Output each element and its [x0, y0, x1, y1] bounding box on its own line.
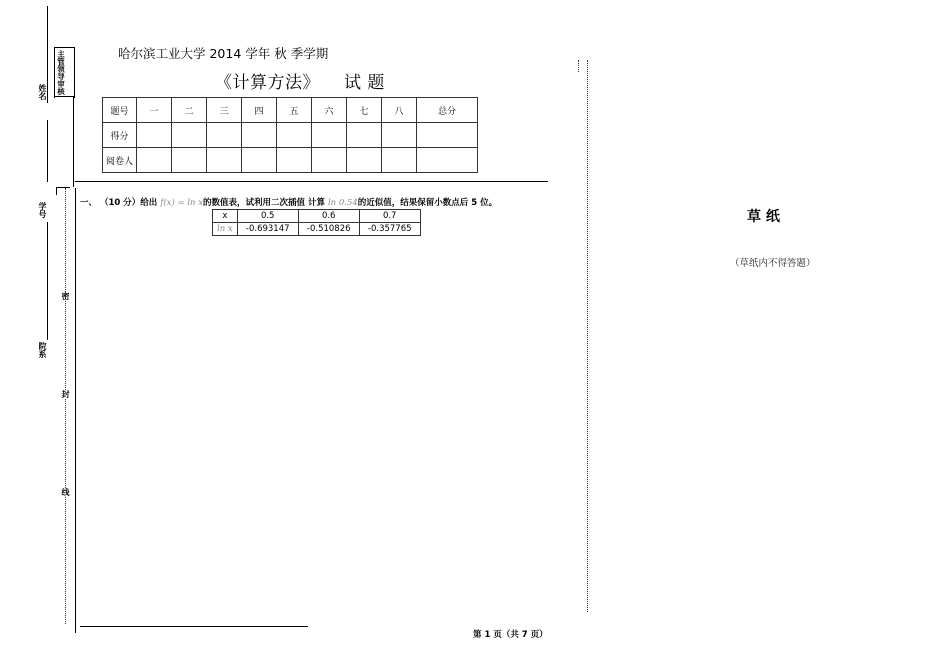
grader-cell	[417, 148, 478, 173]
f-value: -0.510826	[298, 223, 359, 236]
grader-cell	[347, 148, 382, 173]
x-value: 0.6	[298, 210, 359, 223]
seal-char-xian: 线	[61, 488, 70, 496]
seal-dotted-line	[65, 188, 66, 624]
score-cell	[417, 123, 478, 148]
column-header: 三	[207, 98, 242, 123]
row-label: 得分	[103, 123, 137, 148]
exam-title	[215, 68, 385, 93]
approver-label: 主管领导审核	[56, 50, 66, 95]
question-1-middle: 的数值表，试利用二次插值 计算	[203, 198, 325, 208]
draft-note: （草纸内不得答题）	[730, 258, 816, 269]
grader-cell	[312, 148, 347, 173]
header-divider	[75, 181, 548, 182]
table-row	[213, 210, 421, 223]
grader-cell	[172, 148, 207, 173]
score-table	[102, 97, 478, 173]
x-value: 0.5	[237, 210, 298, 223]
question-1-suffix: 的近似值，结果保留小数点后 5 位。	[357, 198, 498, 208]
grader-cell	[382, 148, 417, 173]
page-number: 第 1 页（共 7 页）	[473, 630, 548, 640]
name-label: 姓名	[38, 84, 47, 100]
column-header: 四	[242, 98, 277, 123]
score-cell	[382, 123, 417, 148]
table-row	[103, 148, 478, 173]
column-header-total: 总分	[417, 98, 478, 123]
exam-label: 试 题	[344, 73, 385, 93]
value-table	[212, 209, 421, 236]
question-1-target: ln 0.54	[327, 198, 358, 208]
score-cell	[137, 123, 172, 148]
course-title: 《计算方法》	[215, 73, 320, 93]
column-header: 一	[137, 98, 172, 123]
table-row	[103, 98, 478, 123]
university-title: 哈尔滨工业大学 2014 学年 秋 季学期	[118, 46, 329, 61]
grader-cell	[277, 148, 312, 173]
question-1-prefix: 一、 （10 分）给出	[80, 198, 158, 208]
f-value: -0.357765	[359, 223, 420, 236]
x-row-label: x	[213, 210, 238, 223]
seal-char-mi: 密	[61, 292, 70, 300]
fold-mark	[578, 60, 579, 72]
f-value: -0.693147	[237, 223, 298, 236]
row-label: 题号	[103, 98, 137, 123]
binding-line-top	[47, 6, 48, 103]
f-row-label: ln x	[213, 223, 238, 236]
score-cell	[312, 123, 347, 148]
x-value: 0.7	[359, 210, 420, 223]
score-cell	[347, 123, 382, 148]
table-row	[103, 123, 478, 148]
department-label: 院系	[38, 342, 47, 358]
page-divider	[587, 60, 588, 612]
question-1-function: f(x) = ln x	[160, 198, 204, 208]
footer-line	[80, 626, 308, 627]
question-1	[80, 196, 497, 208]
score-cell	[207, 123, 242, 148]
grader-cell	[137, 148, 172, 173]
approver-line	[73, 97, 74, 187]
approver-tick-left	[56, 187, 57, 195]
column-header: 六	[312, 98, 347, 123]
grader-cell	[242, 148, 277, 173]
column-header: 八	[382, 98, 417, 123]
column-header: 五	[277, 98, 312, 123]
binding-line-mid	[47, 120, 48, 182]
score-cell	[172, 123, 207, 148]
approver-box-bottom	[54, 96, 74, 97]
student-id-label: 学号	[38, 202, 47, 218]
draft-title: 草 纸	[747, 209, 780, 225]
inner-margin-line	[75, 188, 76, 633]
score-cell	[242, 123, 277, 148]
binding-line-low	[47, 222, 48, 340]
grader-cell	[207, 148, 242, 173]
column-header: 二	[172, 98, 207, 123]
row-label: 阅卷人	[103, 148, 137, 173]
score-cell	[277, 123, 312, 148]
column-header: 七	[347, 98, 382, 123]
approver-tick	[56, 187, 70, 188]
seal-char-feng: 封	[61, 390, 70, 398]
table-row	[213, 223, 421, 236]
